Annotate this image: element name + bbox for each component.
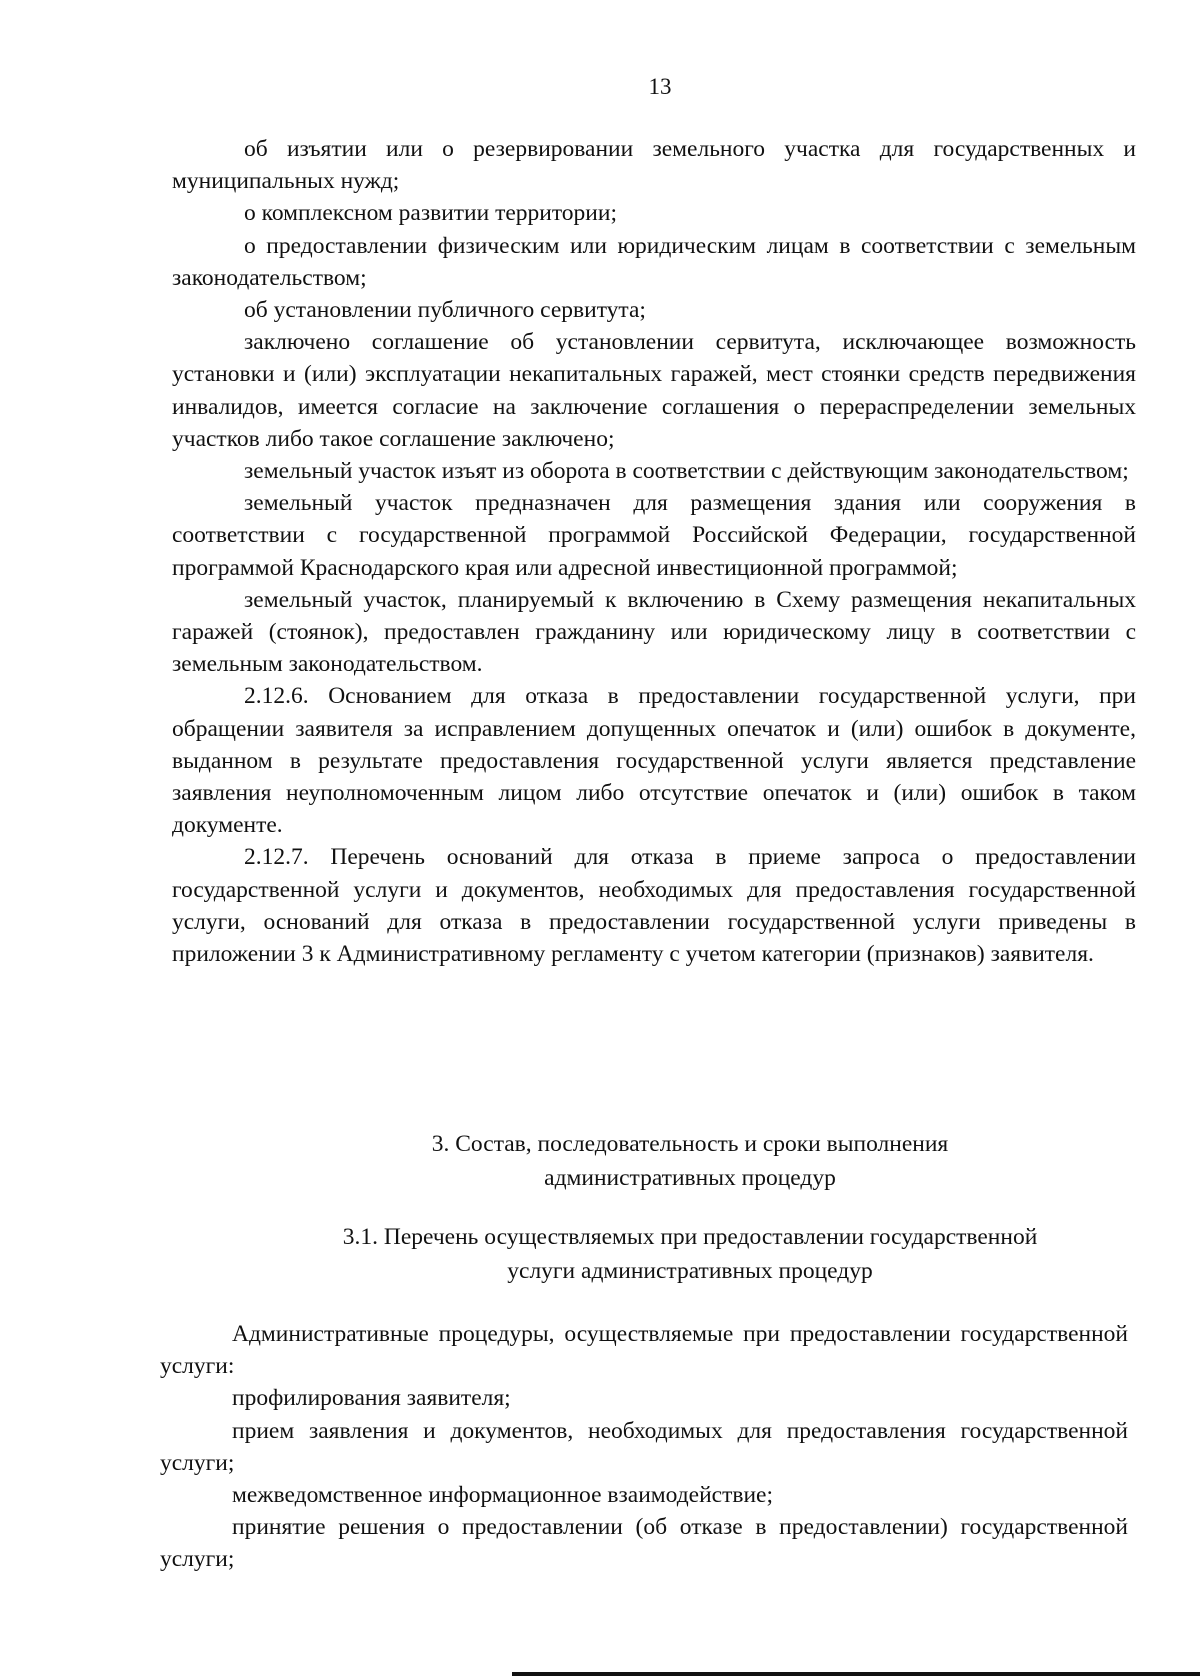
body-text-top <box>172 133 1136 970</box>
section-heading-line: административных процедур <box>544 1165 836 1191</box>
paragraph: Административные процедуры, осуществляемые при предоставлении государственной услуги: <box>160 1321 1128 1380</box>
paragraph: земельный участок изъят из оборота в соответствии с действующим законодательством; <box>244 458 1129 485</box>
paragraph: межведомственное информационное взаимодействие; <box>232 1482 774 1509</box>
paragraph: о предоставлении физическим или юридическим лицам в соответствии с земельным законодательством; <box>172 232 1136 291</box>
subsection-heading-line: 3.1. Перечень осуществляемых при предоставлении государственной <box>342 1224 1038 1250</box>
scan-edge-line <box>512 1672 1200 1676</box>
paragraph: 2.12.6. Основанием для отказа в предоставлении государственной услуги, при обращении заявителя за исправлением допущенных опечаток и (или) ошибок в документе, выданном в результате предоставления государственной услуги является представление заявления неуполномоченным лицом либо отсутствие опечаток и (или) ошибок в таком документе. <box>172 683 1136 839</box>
paragraph: принятие решения о предоставлении (об отказе в предоставлении) государственной услуги; <box>160 1514 1128 1573</box>
section-heading-line: 3. Состав, последовательность и сроки выполнения <box>431 1131 949 1157</box>
paragraph: прием заявления и документов, необходимых для предоставления государственной услуги; <box>160 1417 1128 1476</box>
subsection-heading-line: услуги административных процедур <box>507 1258 873 1284</box>
paragraph: о комплексном развитии территории; <box>244 200 617 227</box>
paragraph: заключено соглашение об установлении сервитута, исключающее возможность установки и (или) эксплуатации некапитальных гаражей, мест стоянки средств передвижения инвалидов, имеется согласие на заключение соглашения о перераспределении земельных участков либо такое соглашение заключено; <box>172 329 1136 452</box>
paragraph: 2.12.7. Перечень оснований для отказа в приеме запроса о предоставлении государственной услуги и документов, необходимых для предоставления государственной услуги, оснований для отказа в предоставлении государственной услуги приведены в приложении 3 к Административному регламенту с учетом категории (признаков) заявителя. <box>172 844 1136 968</box>
paragraph: земельный участок предназначен для размещения здания или сооружения в соответствии с государственной программой Российской Федерации, государственной программой Краснодарского края или адресной инвестиционной программой; <box>172 490 1136 581</box>
section-heading <box>260 1127 1120 1195</box>
paragraph: профилирования заявителя; <box>232 1385 511 1412</box>
page-number: 13 <box>648 74 672 99</box>
body-text-bottom <box>160 1318 1128 1576</box>
paragraph: об установлении публичного сервитута; <box>244 297 646 324</box>
paragraph: об изъятии или о резервировании земельного участка для государственных и муниципальных нужд; <box>172 136 1136 195</box>
subsection-heading <box>260 1220 1120 1288</box>
paragraph: земельный участок, планируемый к включению в Схему размещения некапитальных гаражей (стоянок), предоставлен гражданину или юридическому лицу в соответствии с земельным законодательством. <box>172 586 1136 678</box>
